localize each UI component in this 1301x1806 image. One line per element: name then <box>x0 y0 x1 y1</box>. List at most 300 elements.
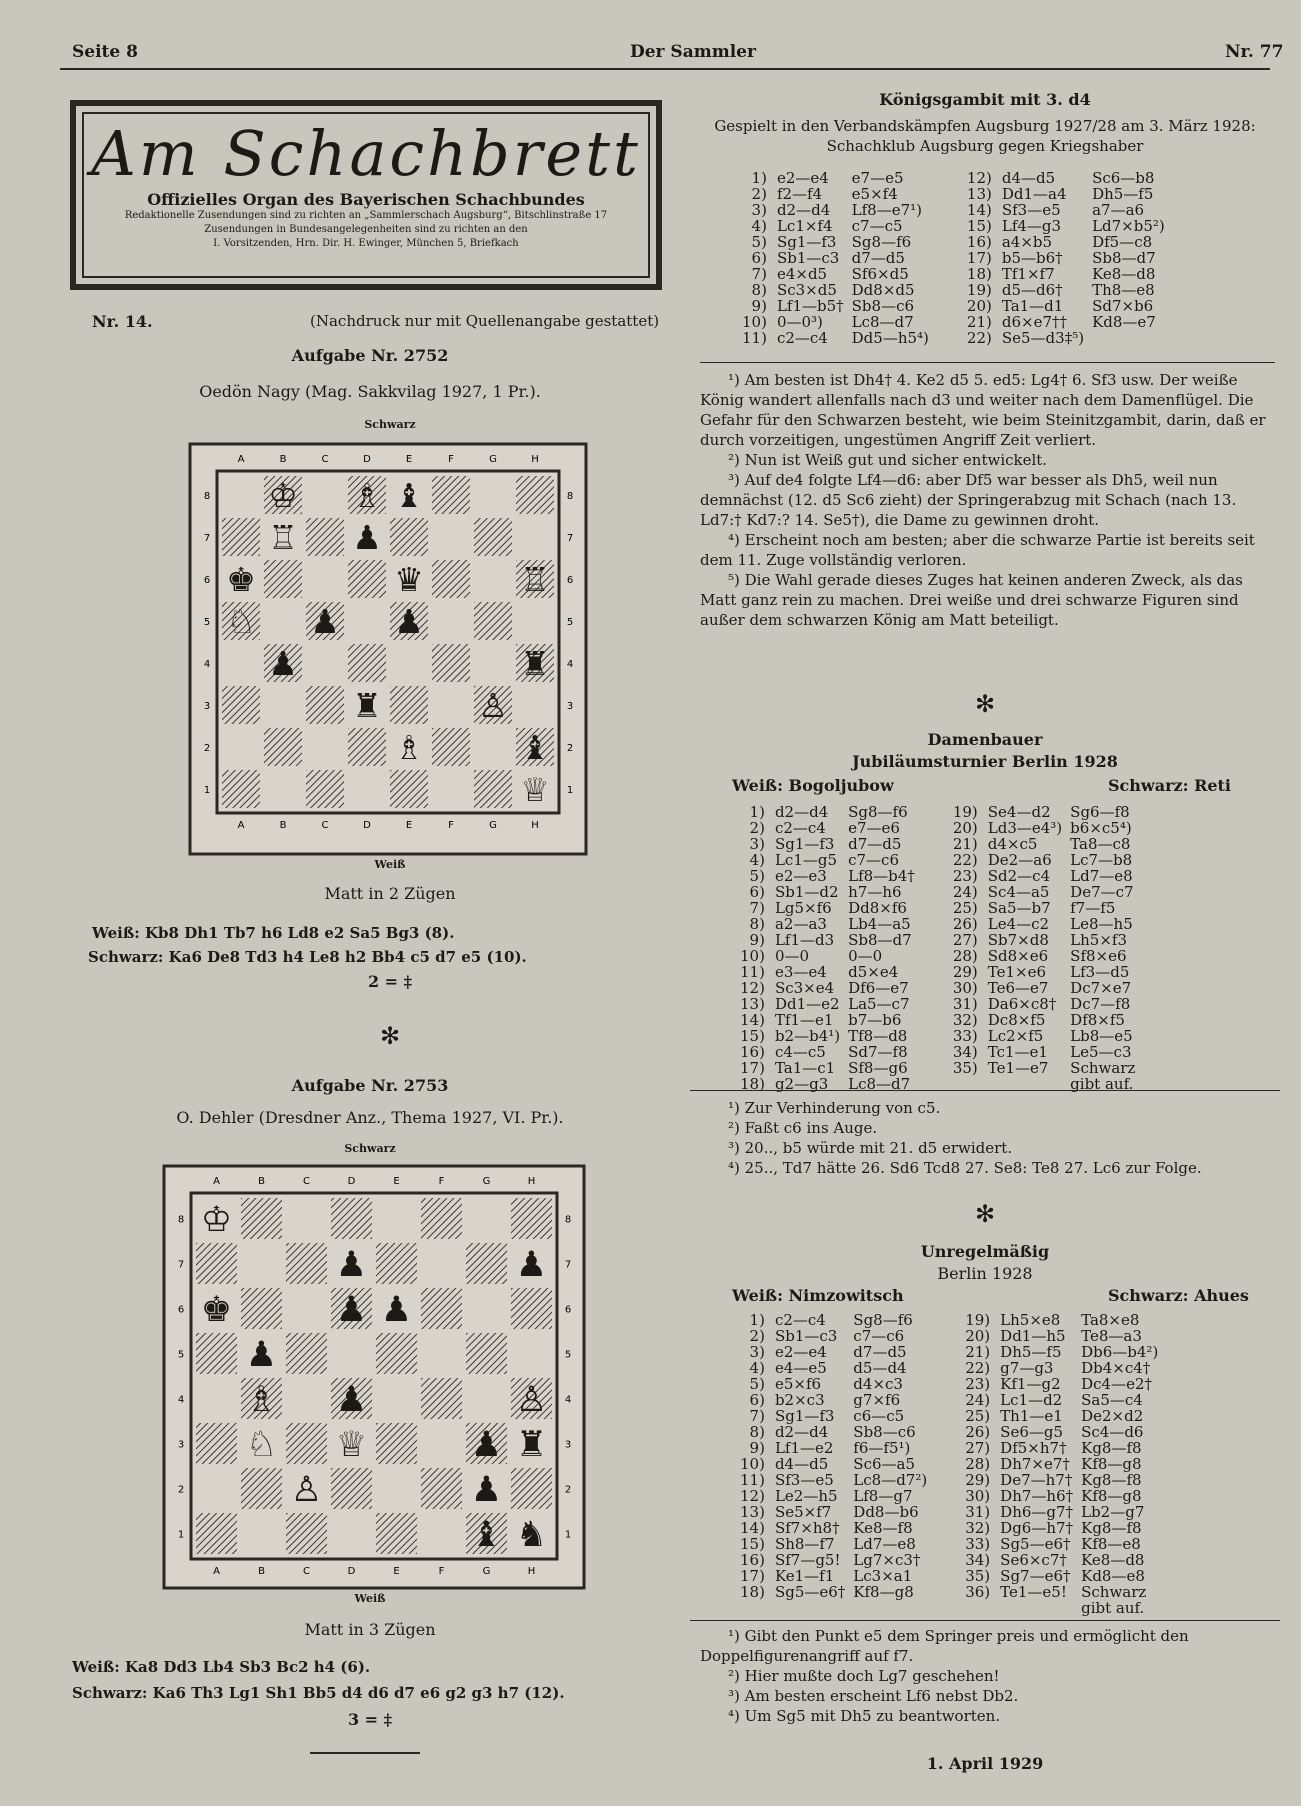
light-square <box>306 560 344 598</box>
move-cell: c4—c5 <box>774 1043 826 1061</box>
black-pawn-icon: ♟ <box>470 1425 503 1466</box>
rank-label: 8 <box>203 491 211 502</box>
move-cell: c2—c4 <box>774 819 826 837</box>
move-row <box>736 1504 1162 1520</box>
move-cell: 7) <box>749 1407 765 1425</box>
move-cell: Lh5×e8 <box>1000 1311 1061 1329</box>
move-cell: 9) <box>749 1439 765 1457</box>
move-row <box>738 250 1169 266</box>
move-cell: Sb8—d7 <box>1092 249 1156 267</box>
dark-square <box>421 1378 462 1419</box>
move-row <box>736 852 1139 868</box>
move-cell: Kf8—e8 <box>1081 1535 1141 1553</box>
white-bishop-icon: ♗ <box>352 475 382 515</box>
move-cell: Dh7—h6† <box>1000 1487 1074 1505</box>
file-label: B <box>279 454 287 465</box>
light-square <box>241 1243 282 1284</box>
move-cell: Da6×c8† <box>987 995 1057 1013</box>
move-cell: e4×d5 <box>776 265 828 283</box>
move-cell: Kg8—f8 <box>1081 1471 1142 1489</box>
move-cell: 17) <box>966 249 992 267</box>
move-cell: 12) <box>740 1487 765 1505</box>
move-row <box>736 1488 1162 1504</box>
light-square <box>466 1288 507 1329</box>
move-cell: Le8—h5 <box>1070 915 1133 933</box>
move-cell: gibt auf. <box>1070 1075 1134 1093</box>
game-3-notes <box>700 1626 1275 1726</box>
dark-square <box>306 770 344 808</box>
move-row <box>738 202 1169 218</box>
dark-square <box>432 560 470 598</box>
move-cell: Th8—e8 <box>1092 281 1155 299</box>
move-cell: Se5×f7 <box>774 1503 832 1521</box>
white-queen-icon: ♕ <box>335 1425 368 1466</box>
move-cell <box>1088 330 1169 346</box>
white-king-icon: ♔ <box>268 475 298 515</box>
move-cell: b5—b6† <box>1001 249 1063 267</box>
light-square <box>474 476 512 514</box>
light-square <box>196 1378 237 1419</box>
dark-square <box>376 1333 417 1374</box>
move-cell: Sg8—f6 <box>853 1311 913 1329</box>
move-cell: 19) <box>952 803 978 821</box>
move-cell: 30) <box>965 1487 991 1505</box>
move-cell: Lc2×f5 <box>987 1027 1044 1045</box>
move-cell: 10) <box>742 313 767 331</box>
move-cell: Dh5—f5 <box>1092 185 1154 203</box>
light-square <box>466 1198 507 1239</box>
move-cell <box>961 1600 996 1616</box>
move-cell: 3) <box>749 1343 765 1361</box>
move-row <box>738 218 1169 234</box>
problem-2-white-pieces: Weiß: Ka8 Dd3 Lb4 Sb3 Bc2 h4 (6). <box>72 1658 371 1676</box>
move-cell: 0—0 <box>774 947 810 965</box>
light-square <box>421 1513 462 1554</box>
annotation-note: ¹) Zur Verhinderung von c5. <box>728 1099 941 1117</box>
move-cell: 33) <box>952 1027 978 1045</box>
light-square <box>264 602 302 640</box>
file-label: A <box>237 454 245 465</box>
dark-square <box>421 1468 462 1509</box>
dark-square <box>390 686 428 724</box>
move-cell: 27) <box>965 1439 991 1457</box>
move-cell: Lc8—d7 <box>848 1075 911 1093</box>
move-cell: Sg1—f3 <box>776 233 837 251</box>
move-cell <box>849 1600 961 1616</box>
rank-label: 1 <box>564 1529 572 1541</box>
black-king-icon: ♚ <box>226 559 256 599</box>
rank-label: 6 <box>564 1304 572 1316</box>
dark-square <box>222 686 260 724</box>
move-cell: Kg8—f8 <box>1081 1519 1142 1537</box>
black-rook-icon: ♜ <box>515 1425 548 1466</box>
move-cell: Df5×h7† <box>1000 1439 1067 1457</box>
move-cell: b2×c3 <box>774 1391 825 1409</box>
rank-label: 6 <box>177 1304 185 1316</box>
dark-square <box>474 602 512 640</box>
rank-label: 6 <box>566 575 574 586</box>
move-cell: 25) <box>952 899 978 917</box>
black-pawn-icon: ♟ <box>515 1245 548 1286</box>
move-cell: 15) <box>966 217 992 235</box>
light-square <box>376 1468 417 1509</box>
black-pawn-icon: ♟ <box>335 1290 368 1331</box>
move-row <box>736 1600 1162 1616</box>
move-row <box>736 1424 1162 1440</box>
move-cell: d7—d5 <box>853 1343 907 1361</box>
move-cell: e2—e4 <box>776 169 829 187</box>
white-pawn-icon: ♙ <box>515 1380 548 1421</box>
move-row <box>736 1552 1162 1568</box>
move-cell: 6) <box>751 249 767 267</box>
move-cell: d2—d4 <box>776 201 831 219</box>
move-cell: 18) <box>740 1075 765 1093</box>
rank-label: 5 <box>564 1349 572 1361</box>
move-cell: f7—f5 <box>1070 899 1116 917</box>
move-cell: Dd1—a4 <box>1001 185 1067 203</box>
move-cell: 4) <box>749 851 765 869</box>
light-square <box>421 1333 462 1374</box>
move-cell: Lb4—a5 <box>848 915 911 933</box>
light-square <box>474 728 512 766</box>
move-cell: b6×c5⁴) <box>1070 819 1132 837</box>
move-cell <box>996 1600 1077 1616</box>
move-cell: 18) <box>966 265 992 283</box>
chess-diagram-1 <box>188 442 588 856</box>
move-cell: Sf6×d5 <box>851 265 909 283</box>
board-svg <box>188 442 588 856</box>
chess-diagram-2 <box>162 1164 586 1590</box>
move-cell: Sf7×h8† <box>774 1519 840 1537</box>
rank-label: 1 <box>177 1529 185 1541</box>
move-row <box>736 1536 1162 1552</box>
problem-1-solution-marker: 2 = ‡ <box>367 972 413 991</box>
move-cell: 35) <box>965 1567 991 1585</box>
dark-square <box>241 1198 282 1239</box>
move-cell: 5) <box>749 1375 765 1393</box>
move-cell: Sa5—b7 <box>987 899 1051 917</box>
game-1-intro: Gespielt in den Verbandskämpfen Augsburg 1927/28 am 3. März 1928: Schachklub Augsburg gegen Kriegshaber <box>714 117 1256 155</box>
white-rook-icon: ♖ <box>268 517 298 557</box>
file-label: H <box>527 1176 536 1187</box>
black-pawn-icon: ♟ <box>394 601 424 641</box>
move-cell: Ta1—c1 <box>774 1059 836 1077</box>
move-cell: Ld7×b5²) <box>1092 217 1165 235</box>
light-square <box>348 770 386 808</box>
move-cell: Kf8—g8 <box>1081 1487 1142 1505</box>
move-cell: Te1×e6 <box>987 963 1047 981</box>
move-cell: 2) <box>751 185 767 203</box>
move-row <box>736 868 1139 884</box>
move-cell: 22) <box>966 329 992 347</box>
file-label: C <box>303 1566 310 1577</box>
move-cell: 13) <box>740 995 765 1013</box>
move-cell: 20) <box>952 819 978 837</box>
move-cell: b2—b4¹) <box>774 1027 841 1045</box>
light-square <box>511 1333 552 1374</box>
move-cell: Sb8—c6 <box>851 297 915 315</box>
move-cell: g7—g3 <box>1000 1359 1054 1377</box>
light-square <box>432 686 470 724</box>
move-cell: 16) <box>740 1551 765 1569</box>
move-cell: Ke8—f8 <box>853 1519 913 1537</box>
move-row <box>738 266 1169 282</box>
dark-square <box>474 770 512 808</box>
move-cell: Sc6—b8 <box>1092 169 1155 187</box>
move-cell: Ta8—c8 <box>1070 835 1131 853</box>
dark-square <box>511 1288 552 1329</box>
move-cell: h7—h6 <box>848 883 902 901</box>
masthead-line-3: I. Vorsitzenden, Hrn. Dir. H. Ewinger, München 5, Briefkach <box>213 238 519 249</box>
move-cell: Kg8—f8 <box>1081 1439 1142 1457</box>
move-cell: 8) <box>749 915 765 933</box>
black-rook-icon: ♜ <box>352 685 382 725</box>
light-square <box>286 1378 327 1419</box>
move-cell: Sc3×e4 <box>774 979 835 997</box>
game-3-subtitle: Berlin 1928 <box>937 1264 1033 1283</box>
rank-label: 3 <box>564 1439 572 1451</box>
move-cell: Ke8—d8 <box>1081 1551 1145 1569</box>
white-queen-icon: ♕ <box>520 769 550 809</box>
file-label: G <box>489 820 497 831</box>
move-cell: a7—a6 <box>1092 201 1145 219</box>
light-square <box>331 1333 372 1374</box>
move-cell: 34) <box>952 1043 978 1061</box>
move-row <box>736 948 1139 964</box>
rank-label: 7 <box>564 1259 572 1271</box>
file-label: F <box>448 454 454 465</box>
dark-square <box>516 476 554 514</box>
move-cell: d5×e4 <box>848 963 899 981</box>
move-cell: Te8—a3 <box>1081 1327 1142 1345</box>
file-label: A <box>237 820 245 831</box>
move-cell: 34) <box>965 1551 991 1569</box>
move-cell: d7—d5 <box>851 249 905 267</box>
light-square <box>306 476 344 514</box>
problem-1-black-pieces: Schwarz: Ka6 De8 Td3 h4 Le8 h2 Bb4 c5 d7 e5 (10). <box>88 948 527 966</box>
move-row <box>736 836 1139 852</box>
move-cell: Se5—d3‡⁵) <box>1001 329 1085 347</box>
problem-1-white-label: Weiß <box>374 858 406 871</box>
move-cell: 31) <box>952 995 978 1013</box>
move-cell: 3) <box>749 835 765 853</box>
move-row <box>736 900 1139 916</box>
black-pawn-icon: ♟ <box>335 1245 368 1286</box>
dark-square <box>421 1198 462 1239</box>
move-cell: Sa5—c4 <box>1081 1391 1143 1409</box>
move-cell: Th1—e1 <box>1000 1407 1063 1425</box>
black-pawn-icon: ♟ <box>470 1470 503 1511</box>
move-cell: Sf8—g6 <box>848 1059 908 1077</box>
problem-1-author: Oedön Nagy (Mag. Sakkvilag 1927, 1 Pr.). <box>199 382 541 401</box>
light-square <box>222 476 260 514</box>
move-cell: gibt auf. <box>1081 1599 1145 1617</box>
move-cell: Dh5—f5 <box>1000 1343 1062 1361</box>
annotation-note: ³) Am besten erscheint Lf6 nebst Db2. <box>728 1687 1019 1705</box>
white-bishop-icon: ♗ <box>394 727 424 767</box>
move-cell: 36) <box>965 1583 991 1601</box>
dark-square <box>241 1468 282 1509</box>
move-cell: 26) <box>952 915 978 933</box>
problem-2-black-label: Schwarz <box>344 1142 396 1155</box>
file-label: A <box>213 1176 220 1187</box>
move-cell: Lc3×a1 <box>853 1567 913 1585</box>
move-cell: 10) <box>740 947 765 965</box>
file-label: E <box>405 454 413 465</box>
move-cell: 26) <box>965 1423 991 1441</box>
issue-date: 1. April 1929 <box>926 1754 1044 1773</box>
file-label: E <box>393 1566 400 1577</box>
column-number: Nr. 14. <box>92 312 153 331</box>
move-row <box>738 234 1169 250</box>
problem-1-black-label: Schwarz <box>364 418 416 431</box>
move-cell: Lc7—b8 <box>1070 851 1133 869</box>
move-cell: Sg6—f8 <box>1070 803 1130 821</box>
annotation-note: ²) Hier mußte doch Lg7 geschehen! <box>728 1667 1000 1685</box>
annotation-note: ³) Auf de4 folgte Lf4—d6: aber Df5 war besser als Dh5, weil nun demnächst (12. d5 Sc6 zieht) der Springerabzug mit Schach (nach 13. Ld7:† Kd7:? 14. Se5†), die Dame zu gewinnen droht. <box>700 471 1237 529</box>
move-row <box>736 1456 1162 1472</box>
rank-label: 3 <box>177 1439 185 1451</box>
move-cell: Db4×c4† <box>1081 1359 1151 1377</box>
game-2-subtitle: Jubiläumsturnier Berlin 1928 <box>852 752 1118 771</box>
move-cell: Ld7—e8 <box>853 1535 916 1553</box>
problem-2-task: Matt in 3 Zügen <box>304 1620 436 1639</box>
move-cell: 16) <box>966 233 992 251</box>
move-row <box>738 170 1169 186</box>
move-row <box>736 1472 1162 1488</box>
move-cell: Dd5—h5⁴) <box>851 329 929 347</box>
move-row <box>736 1376 1162 1392</box>
move-cell: 20) <box>966 297 992 315</box>
move-cell: Sg5—e6† <box>774 1583 846 1601</box>
dark-square <box>432 728 470 766</box>
move-cell: Sg1—f3 <box>774 1407 835 1425</box>
black-queen-icon: ♛ <box>394 559 424 599</box>
move-cell: Lf8—e7¹) <box>851 201 922 219</box>
move-cell: Lh5×f3 <box>1070 931 1128 949</box>
move-cell: Te1—e5! <box>1000 1583 1067 1601</box>
move-cell: Se6×c7† <box>1000 1551 1067 1569</box>
dark-square <box>286 1513 327 1554</box>
move-cell: 21) <box>965 1343 991 1361</box>
white-pawn-icon: ♙ <box>478 685 508 725</box>
move-cell: g2—g3 <box>774 1075 829 1093</box>
move-cell: f2—f4 <box>776 185 823 203</box>
dark-square <box>348 728 386 766</box>
move-cell: 8) <box>751 281 767 299</box>
move-cell: Dg6—h7† <box>1000 1519 1074 1537</box>
move-cell: 20) <box>965 1327 991 1345</box>
dark-square <box>196 1333 237 1374</box>
dark-square <box>286 1333 327 1374</box>
move-cell: Tf1×f7 <box>1001 265 1055 283</box>
move-cell: c7—c6 <box>853 1327 905 1345</box>
light-square <box>286 1198 327 1239</box>
move-cell: Schwarz <box>1081 1583 1147 1601</box>
dark-square <box>376 1243 417 1284</box>
move-cell: Dc4—e2† <box>1081 1375 1153 1393</box>
rank-label: 8 <box>566 491 574 502</box>
light-square <box>390 644 428 682</box>
move-cell: 7) <box>749 899 765 917</box>
move-cell: e2—e3 <box>774 867 827 885</box>
move-row <box>736 964 1139 980</box>
move-cell: Lg5×f6 <box>774 899 832 917</box>
move-cell: 11) <box>740 1471 765 1489</box>
move-cell: 22) <box>965 1359 991 1377</box>
white-king-icon: ♔ <box>200 1200 233 1241</box>
move-cell: Sg5—e6† <box>1000 1535 1071 1553</box>
separator-ornament-3: ✻ <box>974 1200 996 1228</box>
move-cell: Sh8—f7 <box>774 1535 835 1553</box>
move-cell: Ld7—e8 <box>1070 867 1133 885</box>
problem-1-task: Matt in 2 Zügen <box>324 884 456 903</box>
file-label: B <box>279 820 287 831</box>
game-1-rule <box>700 362 1275 363</box>
black-pawn-icon: ♟ <box>245 1335 278 1376</box>
black-pawn-icon: ♟ <box>352 517 382 557</box>
white-rook-icon: ♖ <box>520 559 550 599</box>
move-cell: Sg7—e6† <box>1000 1567 1071 1585</box>
move-cell: Sc6—a5 <box>853 1455 916 1473</box>
move-cell: Lf4—g3 <box>1001 217 1062 235</box>
problem-2-solution-marker: 3 = ‡ <box>347 1710 393 1729</box>
dark-square <box>390 518 428 556</box>
move-cell: d4×c5 <box>987 835 1038 853</box>
game-2-notes <box>700 1098 1275 1178</box>
rank-label: 1 <box>203 785 211 796</box>
dark-square <box>466 1243 507 1284</box>
move-cell: a4×b5 <box>1001 233 1053 251</box>
move-cell: Te1—e7 <box>987 1059 1049 1077</box>
move-cell: d7—d5 <box>848 835 902 853</box>
move-cell: 31) <box>965 1503 991 1521</box>
light-square <box>348 602 386 640</box>
move-cell <box>771 1600 849 1616</box>
file-label: G <box>482 1566 491 1577</box>
move-cell: Le2—h5 <box>774 1487 838 1505</box>
game-1-notes <box>700 370 1275 630</box>
move-cell: Db6—b4²) <box>1081 1343 1159 1361</box>
light-square <box>432 518 470 556</box>
light-square <box>516 518 554 556</box>
move-cell: Kd8—e8 <box>1081 1567 1145 1585</box>
dark-square <box>222 518 260 556</box>
move-cell: 17) <box>740 1567 765 1585</box>
move-cell: 15) <box>740 1535 765 1553</box>
move-cell: f6—f5¹) <box>853 1439 911 1457</box>
annotation-note: ⁴) Um Sg5 mit Dh5 zu beantworten. <box>728 1707 1001 1725</box>
move-row <box>736 932 1139 948</box>
move-cell: 8) <box>749 1423 765 1441</box>
white-bishop-icon: ♗ <box>245 1380 278 1421</box>
move-cell: e4—e5 <box>774 1359 827 1377</box>
light-square <box>331 1513 372 1554</box>
move-cell: Ke8—d8 <box>1092 265 1156 283</box>
light-square <box>376 1198 417 1239</box>
move-cell: d4×c3 <box>853 1375 903 1393</box>
file-label: F <box>438 1176 445 1187</box>
move-cell: c7—c6 <box>848 851 899 869</box>
move-cell: 23) <box>952 867 978 885</box>
move-row <box>736 820 1139 836</box>
black-bishop-icon: ♝ <box>394 475 424 515</box>
rank-label: 5 <box>177 1349 185 1361</box>
move-cell: 11) <box>740 963 765 981</box>
black-pawn-icon: ♟ <box>268 643 298 683</box>
move-cell: 29) <box>952 963 978 981</box>
file-label: D <box>363 820 371 831</box>
